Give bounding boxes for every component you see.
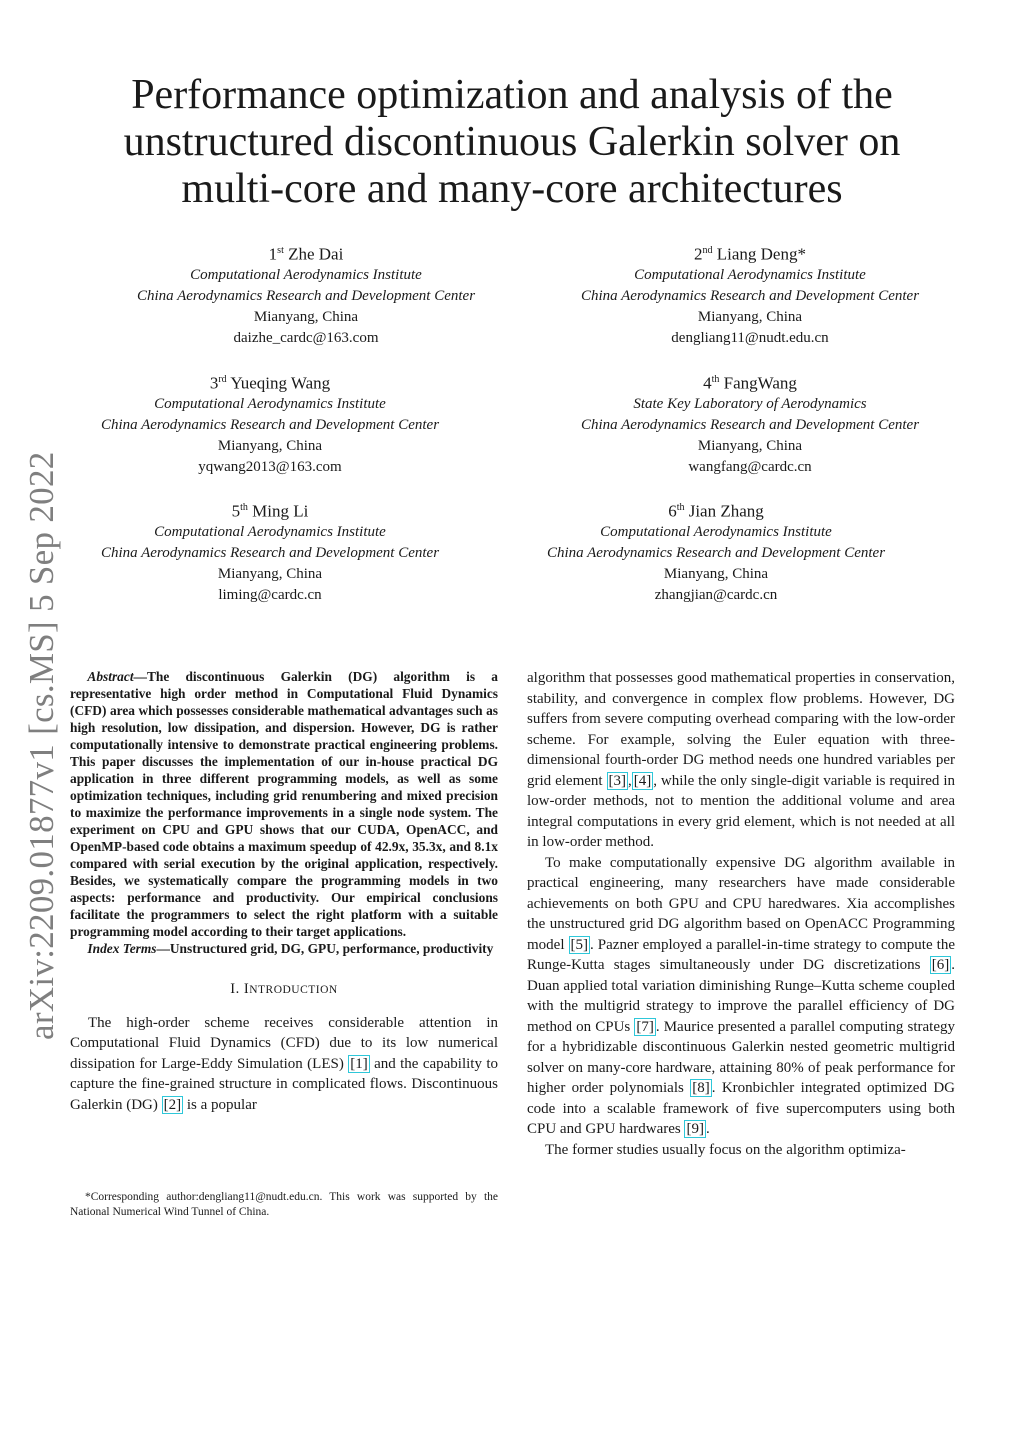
- author-city: Mianyang, China: [663, 565, 769, 582]
- author-email: zhangjian@cardc.cn: [654, 586, 778, 603]
- citation-link[interactable]: [7]: [636, 1018, 654, 1035]
- author-block-5: [40, 497, 500, 606]
- index-terms-text: Unstructured grid, DG, GPU, performance, productivity: [169, 941, 494, 956]
- abstract-text: The discontinuous Galerkin (DG) algorithm is a representative high order method in Computational Fluid Dynamics (CFD) area which possesses considerable mathematical advantages such as high resolution, low dissipation, and dispersion. However, DG is rather computationally intensive to demonstrate practical engineering problems. This paper discusses the implementation of our in-house practical DG application in three different programming models, as well as some optimization techniques, including grid renumbering and mixed precision to maximize the performance improvements in a single node system. The experiment on CPU and GPU shows that our CUDA, OpenACC, and OpenMP-based code obtains a maximum speedup of 42.9x, 35.3x, and 8.1x compared with serial execution by the original application, respectively. Besides, we systematically compare the programming models in two aspects: performance and productivity. Our empirical conclusions facilitate the programmers to select the right platform with a suitable programming model according to their target applications.: [70, 669, 498, 939]
- intro-paragraph-1-continued: algorithm that possesses good mathematical properties in conservation, stability, and convergence in complex flow problems. However, DG suffers from severe computing overhead comparing with the low-order scheme. For example, solving the Euler equation with three-dimensional fourth-order DG method needs one hundred variables per grid element [3] , [4] , while the only single-digit variable is required in low-order methods, not to mention the additional volume and area integral computations in every grid element, which is not needed at all in low-order method.: [527, 670, 955, 850]
- author-email: yqwang2013@163.com: [198, 458, 342, 475]
- author-block-1: [76, 240, 536, 349]
- citation-link[interactable]: [8]: [692, 1080, 710, 1096]
- author-department: State Key Laboratory of Aerodynamics: [633, 395, 867, 412]
- abstract: Abstract—The discontinuous Galerkin (DG) algorithm is a representative high order method in Computational Fluid Dynamics (CFD) area which possesses considerable mathematical advantages such as high resolution, low dissipation, and dispersion. However, DG is rather computationally intensive to demonstrate practical engineering problems. This paper discusses the implementation of our in-house practical DG application in three different programming models, as well as some optimization techniques, including grid renumbering and mixed precision to maximize the performance improvements in a single node system. The experiment on CPU and GPU shows that our CUDA, OpenACC, and OpenMP-based code obtains a maximum speedup of 42.9x, 35.3x, and 8.1x compared with serial execution by the original application, respectively. Besides, we systematically compare the programming models in two aspects: performance and productivity. Our empirical conclusions facilitate the programmers to select the right platform with a suitable programming model according to their target applications.: [70, 669, 498, 939]
- author-city: Mianyang, China: [217, 565, 323, 582]
- citation-link[interactable]: [6]: [931, 957, 950, 973]
- author-organization: China Aerodynamics Research and Development Center: [100, 544, 440, 561]
- section-heading-introduction: I. INTRODUCTION: [230, 981, 338, 997]
- citation-link[interactable]: [1]: [350, 1055, 368, 1072]
- author-block-2: [520, 240, 980, 349]
- author-city: Mianyang, China: [253, 308, 359, 325]
- citation-link[interactable]: [3]: [608, 772, 626, 789]
- arxiv-identifier: arXiv:2209.01877v1 [cs.MS] 5 Sep 2022: [22, 451, 61, 1040]
- author-department: Computational Aerodynamics Institute: [154, 523, 386, 540]
- author-block-6: [486, 497, 946, 606]
- author-email: wangfang@cardc.cn: [688, 458, 812, 475]
- author-organization: China Aerodynamics Research and Development Center: [100, 416, 440, 433]
- author-block-3: [40, 369, 500, 478]
- author-department: Computational Aerodynamics Institute: [154, 395, 386, 412]
- author-name: 2nd Liang Deng*: [694, 244, 806, 264]
- intro-paragraph-3: The former studies usually focus on the algorithm optimiza-: [545, 1141, 906, 1158]
- left-column: [70, 668, 498, 1115]
- paper-title: Performance optimization and analysis of the unstructured discontinuous Galerkin solver on multi-core and many-core architectures: [123, 72, 901, 212]
- abstract-label: Abstract: [87, 669, 134, 684]
- author-organization: China Aerodynamics Research and Development Center: [546, 544, 886, 561]
- author-email: daizhe_cardc@163.com: [233, 329, 379, 346]
- footnote: *Corresponding author:dengliang11@nudt.edu.cn. This work was supported by the National Numerical Wind Tunnel of China.: [70, 1191, 498, 1218]
- author-email: dengliang11@nudt.edu.cn: [671, 329, 829, 346]
- index-terms-label: Index Terms: [87, 941, 157, 956]
- author-block-4: [520, 369, 980, 478]
- citation-link[interactable]: [5]: [570, 936, 589, 953]
- author-name: 4th FangWang: [703, 373, 797, 393]
- citation-link[interactable]: [4]: [633, 772, 652, 789]
- author-name: 5th Ming Li: [231, 501, 309, 521]
- author-name: 3rd Yueqing Wang: [209, 373, 331, 393]
- author-city: Mianyang, China: [697, 308, 803, 325]
- right-column: [527, 668, 955, 1160]
- intro-paragraph-2: To make computationally expensive DG algorithm available in practical engineering, many researchers have made considerable achievements on both GPU and CPU haredwares. Xia accomplishes the unstructured grid DG algorithm based on OpenACC Programming model [5] . Pazner employed a parallel-in-time strategy to compute the Runge-Kutta stages simultaneously under DG discretizations [6] . Duan applied total variation diminishing Runge–Kutta scheme coupled with the multigrid strategy to improve the parallel efficiency of DG method on CPUs [7] . Maurice presented a parallel computing strategy for a hybridizable discontinuous Galerkin nested geometric multigrid solver on many-core hardware, attaining 80% of peak performance for higher order polynomials [8] . Kronbichler integrated optimized DG code into a scalable framework of five supercomputers using both CPU and GPU hardwares [9] .: [527, 854, 956, 1137]
- author-email: liming@cardc.cn: [218, 586, 322, 603]
- author-name: 6th Jian Zhang: [668, 501, 764, 521]
- index-terms: Index Terms—Unstructured grid, DG, GPU, performance, productivity: [87, 941, 494, 956]
- author-city: Mianyang, China: [217, 437, 323, 454]
- author-organization: China Aerodynamics Research and Development Center: [136, 287, 476, 304]
- author-organization: China Aerodynamics Research and Development Center: [580, 416, 920, 433]
- author-name: 1st Zhe Dai: [268, 244, 344, 264]
- author-organization: China Aerodynamics Research and Development Center: [580, 287, 920, 304]
- intro-paragraph-1: The high-order scheme receives considerable attention in Computational Fluid Dynamics (CFD) due to its low numerical dissipation for Large-Eddy Simulation (LES) [1] and the capability to capture the fine-grained structure in complicated flows. Discontinuous Galerkin (DG) [2] is a popular: [70, 1014, 498, 1113]
- author-city: Mianyang, China: [697, 437, 803, 454]
- citation-link[interactable]: [9]: [686, 1121, 704, 1137]
- author-department: Computational Aerodynamics Institute: [190, 266, 422, 283]
- author-department: Computational Aerodynamics Institute: [600, 523, 832, 540]
- citation-link[interactable]: [2]: [163, 1096, 182, 1113]
- author-department: Computational Aerodynamics Institute: [634, 266, 866, 283]
